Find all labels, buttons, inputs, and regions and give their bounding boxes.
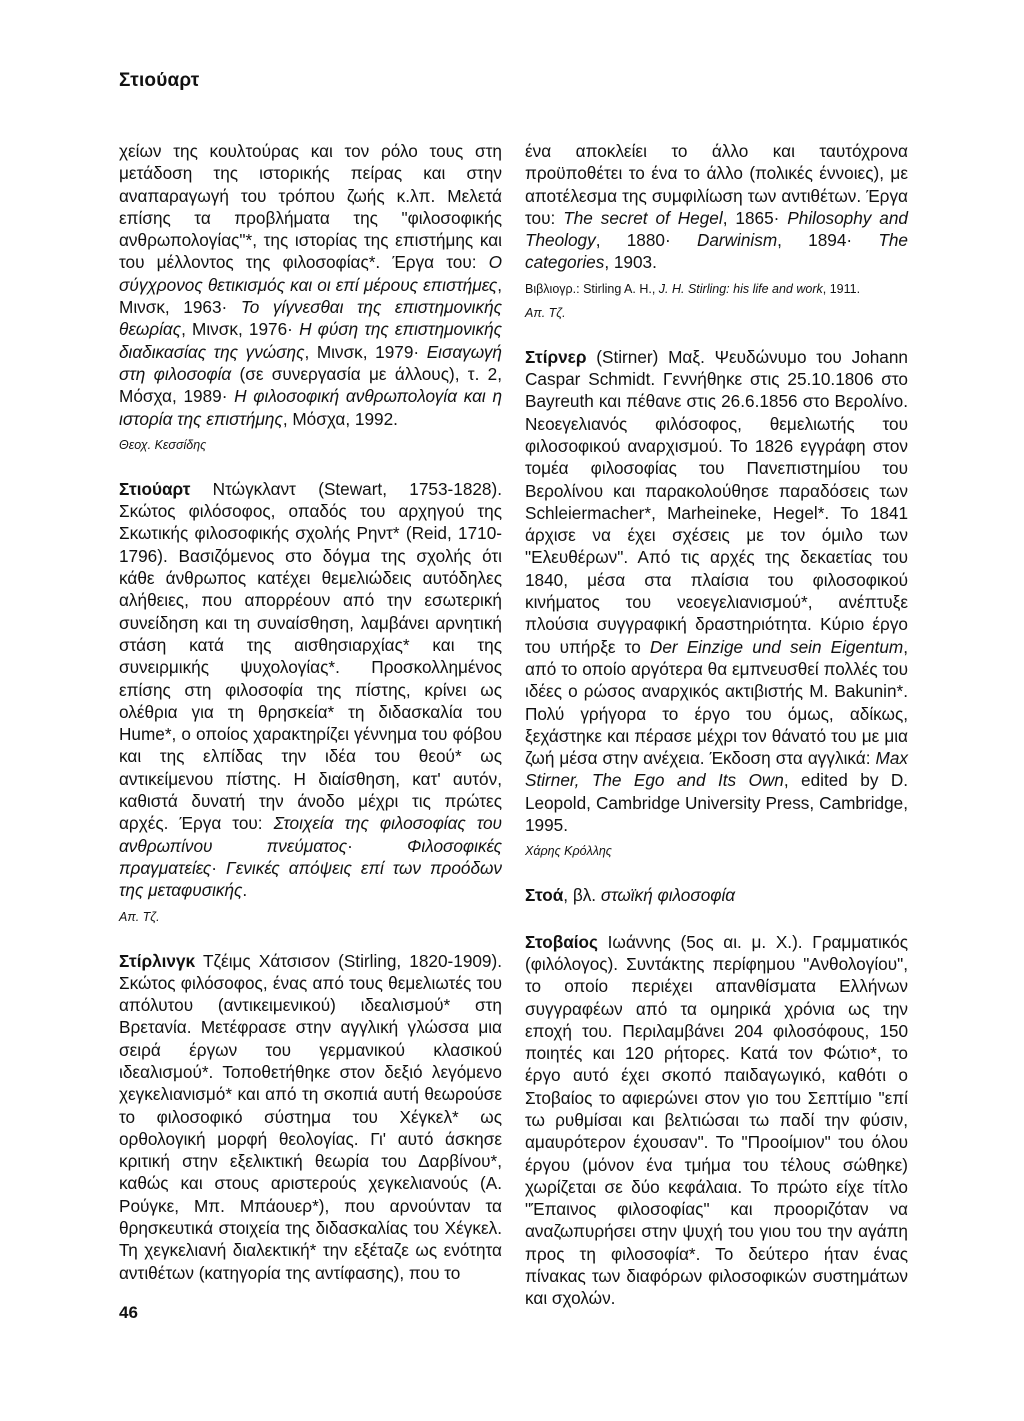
work-title: Η φιλοσοφική ανθρωπολογία και η ιστορία της επιστήμης xyxy=(119,386,502,429)
text-run: , Μόσχα, 1992. xyxy=(282,408,398,429)
text-run: Τζέιμς Χάτσισον (Stirling, 1820-1909). Σκώτος φιλόσοφος, ένας από τους θεμελιωτές του απόλυτου (αντικειμενικού) ιδεαλισμού* στη Βρετανία. Μετέφρασε στην αγγλική γλώσσα μια σειρά έργων του γερμανικού κλασικού ιδεαλισμού*. Τοποθετήθηκε στον δεξιό λεγόμενο χεγκελιανισμό* και από τη σκοπιά αυτή θεωρούσε το φιλοσοφικό σύστημα του Χέγκελ* ως ορθολογική μορφή θεολογίας. Γι' αυτό άσκησε κριτική στην εξελικτική θεωρία του Δαρβίνου*, καθώς και στους αριστερούς χεγκελιανούς (Α. Ρούγκε, Μπ. Μπάουερ*), που αρνούνταν τα θρησκευτικά στοιχεία της διδασκαλίας του Χέγκελ. Τη χεγκελιανή διαλεκτική* την εξέταζε ως ενότητα αντιθέτων (κατηγορία της αντίφασης), που το xyxy=(119,950,502,1283)
author-signature: Απ. Τζ. xyxy=(525,305,566,320)
text-run: , Μινσκ, 1976· xyxy=(181,319,300,340)
work-title: Ο σύγχρονος θετικισμός και οι επί μέρους επιστήμες xyxy=(119,252,502,295)
left-column xyxy=(119,140,502,1284)
work-title: Max Stirner, The Ego and Its Own xyxy=(525,748,908,791)
entry-stobaeus xyxy=(525,931,908,1310)
text-run: Ιωάννης (5ος αι. μ. Χ.). Γραμματικός (φιλόλογος). Συντάκτης περίφημου "Ανθολογίου", το οποίο περιέχει απανθίσματα Ελλήνων συγγραφέων από τα ομηρικά χρόνια ως την εποχή του. Περιλαμβάνει 204 φιλοσόφους, 150 ποιητές και 120 ρήτορες. Κατά τον Φώτιο*, το έργο αυτό έχει σκοπό παιδαγωγικό, καθότι ο Στοβαίος το αφιερώνει στον γιο του Σεπτίμιο "επί τω ρυθμίσαι και βελτιώσαι τω παδί την φύσιν, αμαυρότερον έχουσαν". Το "Προοίμιον" του όλου έργου (μόνον ένα τμήμα του τέλους σώθηκε) χωρίζεται σε δύο κεφάλαια. Το πρώτο είχε τίτλο "Έπαινος φιλοσοφίας" και προοριζόταν να αναζωπυρήσει στην ψυχή του γιου του την αγάπη προς τη φιλοσοφία*. Το δεύτερο ήταν ένας πίνακας των διαφόρων φιλοσοφικών συστημάτων και σχολών. xyxy=(525,931,908,1309)
author-signature: Χάρης Κρόλλης xyxy=(525,844,612,859)
entry-stoa xyxy=(525,884,908,906)
text-run: · xyxy=(347,835,408,856)
work-title: Φιλοσοφικές πραγματείες xyxy=(119,835,503,878)
work-title: Γενικές απόψεις επί των προόδων της μεταφυσικής xyxy=(119,857,502,901)
work-title: Philosophy and Theology xyxy=(525,207,908,251)
text-run: ένα αποκλείει το άλλο και ταυτόχρονα προϋποθέτει το ένα το άλλο (πολικές έννοιες), με αποτέλεσμα της συμφιλίωση των αντιθέτων. Έργα του: xyxy=(525,141,908,228)
work-title: The secret of Hegel xyxy=(563,207,723,228)
work-title: J. H. Stirling: his life and work xyxy=(658,281,823,296)
entry-stewart xyxy=(119,478,502,902)
work-title: Το γίγνεσθαι της επιστημονικής θεωρίας xyxy=(119,297,502,340)
text-run: · xyxy=(211,857,226,878)
headword: Στιούαρτ xyxy=(119,478,191,499)
text-run: , Μινσκ, 1963· xyxy=(119,274,502,318)
text-run: (σε συνεργασία με άλλους), τ. 2, Μόσχα, 1989· xyxy=(119,363,502,407)
work-title: Η φύση της επιστημονικής διαδικασίας της γνώσης xyxy=(119,319,502,362)
work-title: Der Einzige und sein Eigentum xyxy=(649,636,904,657)
text-run: , 1865· xyxy=(722,207,788,228)
bibliography xyxy=(525,280,908,298)
text-run: χείων της κουλτούρας και τον ρόλο τους στη μετάδοση της ιστορικής πείρας και στην αναπαραγωγή του τρόπου ζωής κ.λπ. Μελετά επίσης τα προβλήματα της "φιλοσοφικής ανθρωπολογίας"*, της ιστορίας της επιστήμης και του μέλλοντος της φιλοσοφίας*. Έργα του: xyxy=(119,141,502,273)
running-head: Στιούαρτ xyxy=(119,70,200,91)
text-run: (Stirner) Μαξ. Ψευδώνυμο του Johann Caspar Schmidt. Γεννήθηκε στις 25.10.1806 στο Bayreuth και πέθανε στις 26.6.1856 στο Βερολίνο. Νεοεγελιανός φιλόσοφος, θεμελιωτής του φιλοσοφικού αναρχισμού. Το 1826 εγγράφη στον τομέα φιλοσοφίας του Πανεπιστημίου του Βερολίνου και παρακολούθησε παραδόσεις των Schleiermacher*, Marheineke, Hegel*. Το 1841 άρχισε να έχει σχέσεις με τον όμιλο των "Ελευθέρων". Από τις αρχές της δεκαετίας του 1840, μέσα στα πλαίσια του φιλοσοφικού κινήματος του νεοεγελιανισμού*, ανέπτυξε πλούσια συγγραφική δραστηριότητα. Κύριο έργο του υπήρξε το xyxy=(525,346,908,657)
entry-continuation xyxy=(525,140,908,274)
text-run: Βιβλιογρ.: Stirling A. H., xyxy=(525,281,659,296)
headword: Στίρνερ xyxy=(525,346,587,367)
text-run: Ντώγκλαντ (Stewart, 1753-1828). Σκώτος φιλόσοφος, οπαδός του αρχηγού της Σκωτικής φιλοσοφικής σχολής Ρηντ* (Reid, 1710-1796). Βασιζόμενος στο δόγμα της σχολής ότι κάθε άνθρωπος κατέχει θεμελιώδεις αυτόδηλες αλήθειες, που απορρέουν από την εσωτερική συνείδηση και τη συναίσθηση, λαμβάνει αρνητική στάση κατά της αισθησιαρχίας* και της συνειρμικής ψυχολογίας*. Προσκολλημένος επίσης στη φιλοσοφία της πίστης, κρίνει ως ολέθρια για τη θρησκεία* τη διδασκαλία του Hume*, ο οποίος χαρακτηρίζει γέννημα του φόβου και της ελπίδας την ιδέα του θεού* ως αντικείμενου πίστης. Η διαίσθηση, κατ' αυτόν, καθιστά δυνατή την άνοδο μέχρι τις πρώτες αρχές. Έργα του: xyxy=(119,478,502,834)
text-run: , 1894· xyxy=(777,230,879,251)
cross-reference: στωϊκή φιλοσοφία xyxy=(600,885,736,906)
page-number: 46 xyxy=(119,1303,138,1322)
work-title: Στοιχεία της φιλοσοφίας του ανθρωπίνου πνεύματος xyxy=(119,813,502,856)
entry-continuation xyxy=(119,140,502,430)
entry-stirner xyxy=(525,346,908,837)
headword: Στοά xyxy=(525,885,564,906)
work-title: The categories xyxy=(525,230,908,273)
text-run: , 1903. xyxy=(604,252,657,273)
text-run: , 1880· xyxy=(595,230,697,251)
text-run: , edited by D. Leopold, Cambridge University Press, Cambridge, 1995. xyxy=(525,770,909,836)
entry-stirling xyxy=(119,950,502,1284)
text-run: , 1911. xyxy=(822,281,861,296)
text-run: . xyxy=(242,880,248,901)
right-column xyxy=(525,140,908,1310)
text-run: , από το οποίο αργότερα θα εμπνευσθεί πολλές του ιδέες ο ρώσος αναρχικός ακτιβιστής Μ. Bakunin*. Πολύ γρήγορα το έργο του όμως, αδίκως, ξεχάστηκε και πέρασε μέχρι τον θάνατό του με μια ζωή μέσα στην ανέχεια. Έκδοση στα αγγλικά: xyxy=(525,636,909,769)
work-title: Darwinism xyxy=(696,230,778,251)
text-run: , Μινσκ, 1979· xyxy=(304,341,427,362)
author-signature: Θεοχ. Κεσσίδης xyxy=(119,437,207,452)
headword: Στοβαίος xyxy=(525,931,598,952)
text-run: , βλ. xyxy=(563,885,601,906)
work-title: Εισαγωγή στη φιλοσοφία xyxy=(119,341,502,384)
author-signature: Απ. Τζ. xyxy=(119,909,160,924)
headword: Στίρλινγκ xyxy=(119,950,196,971)
